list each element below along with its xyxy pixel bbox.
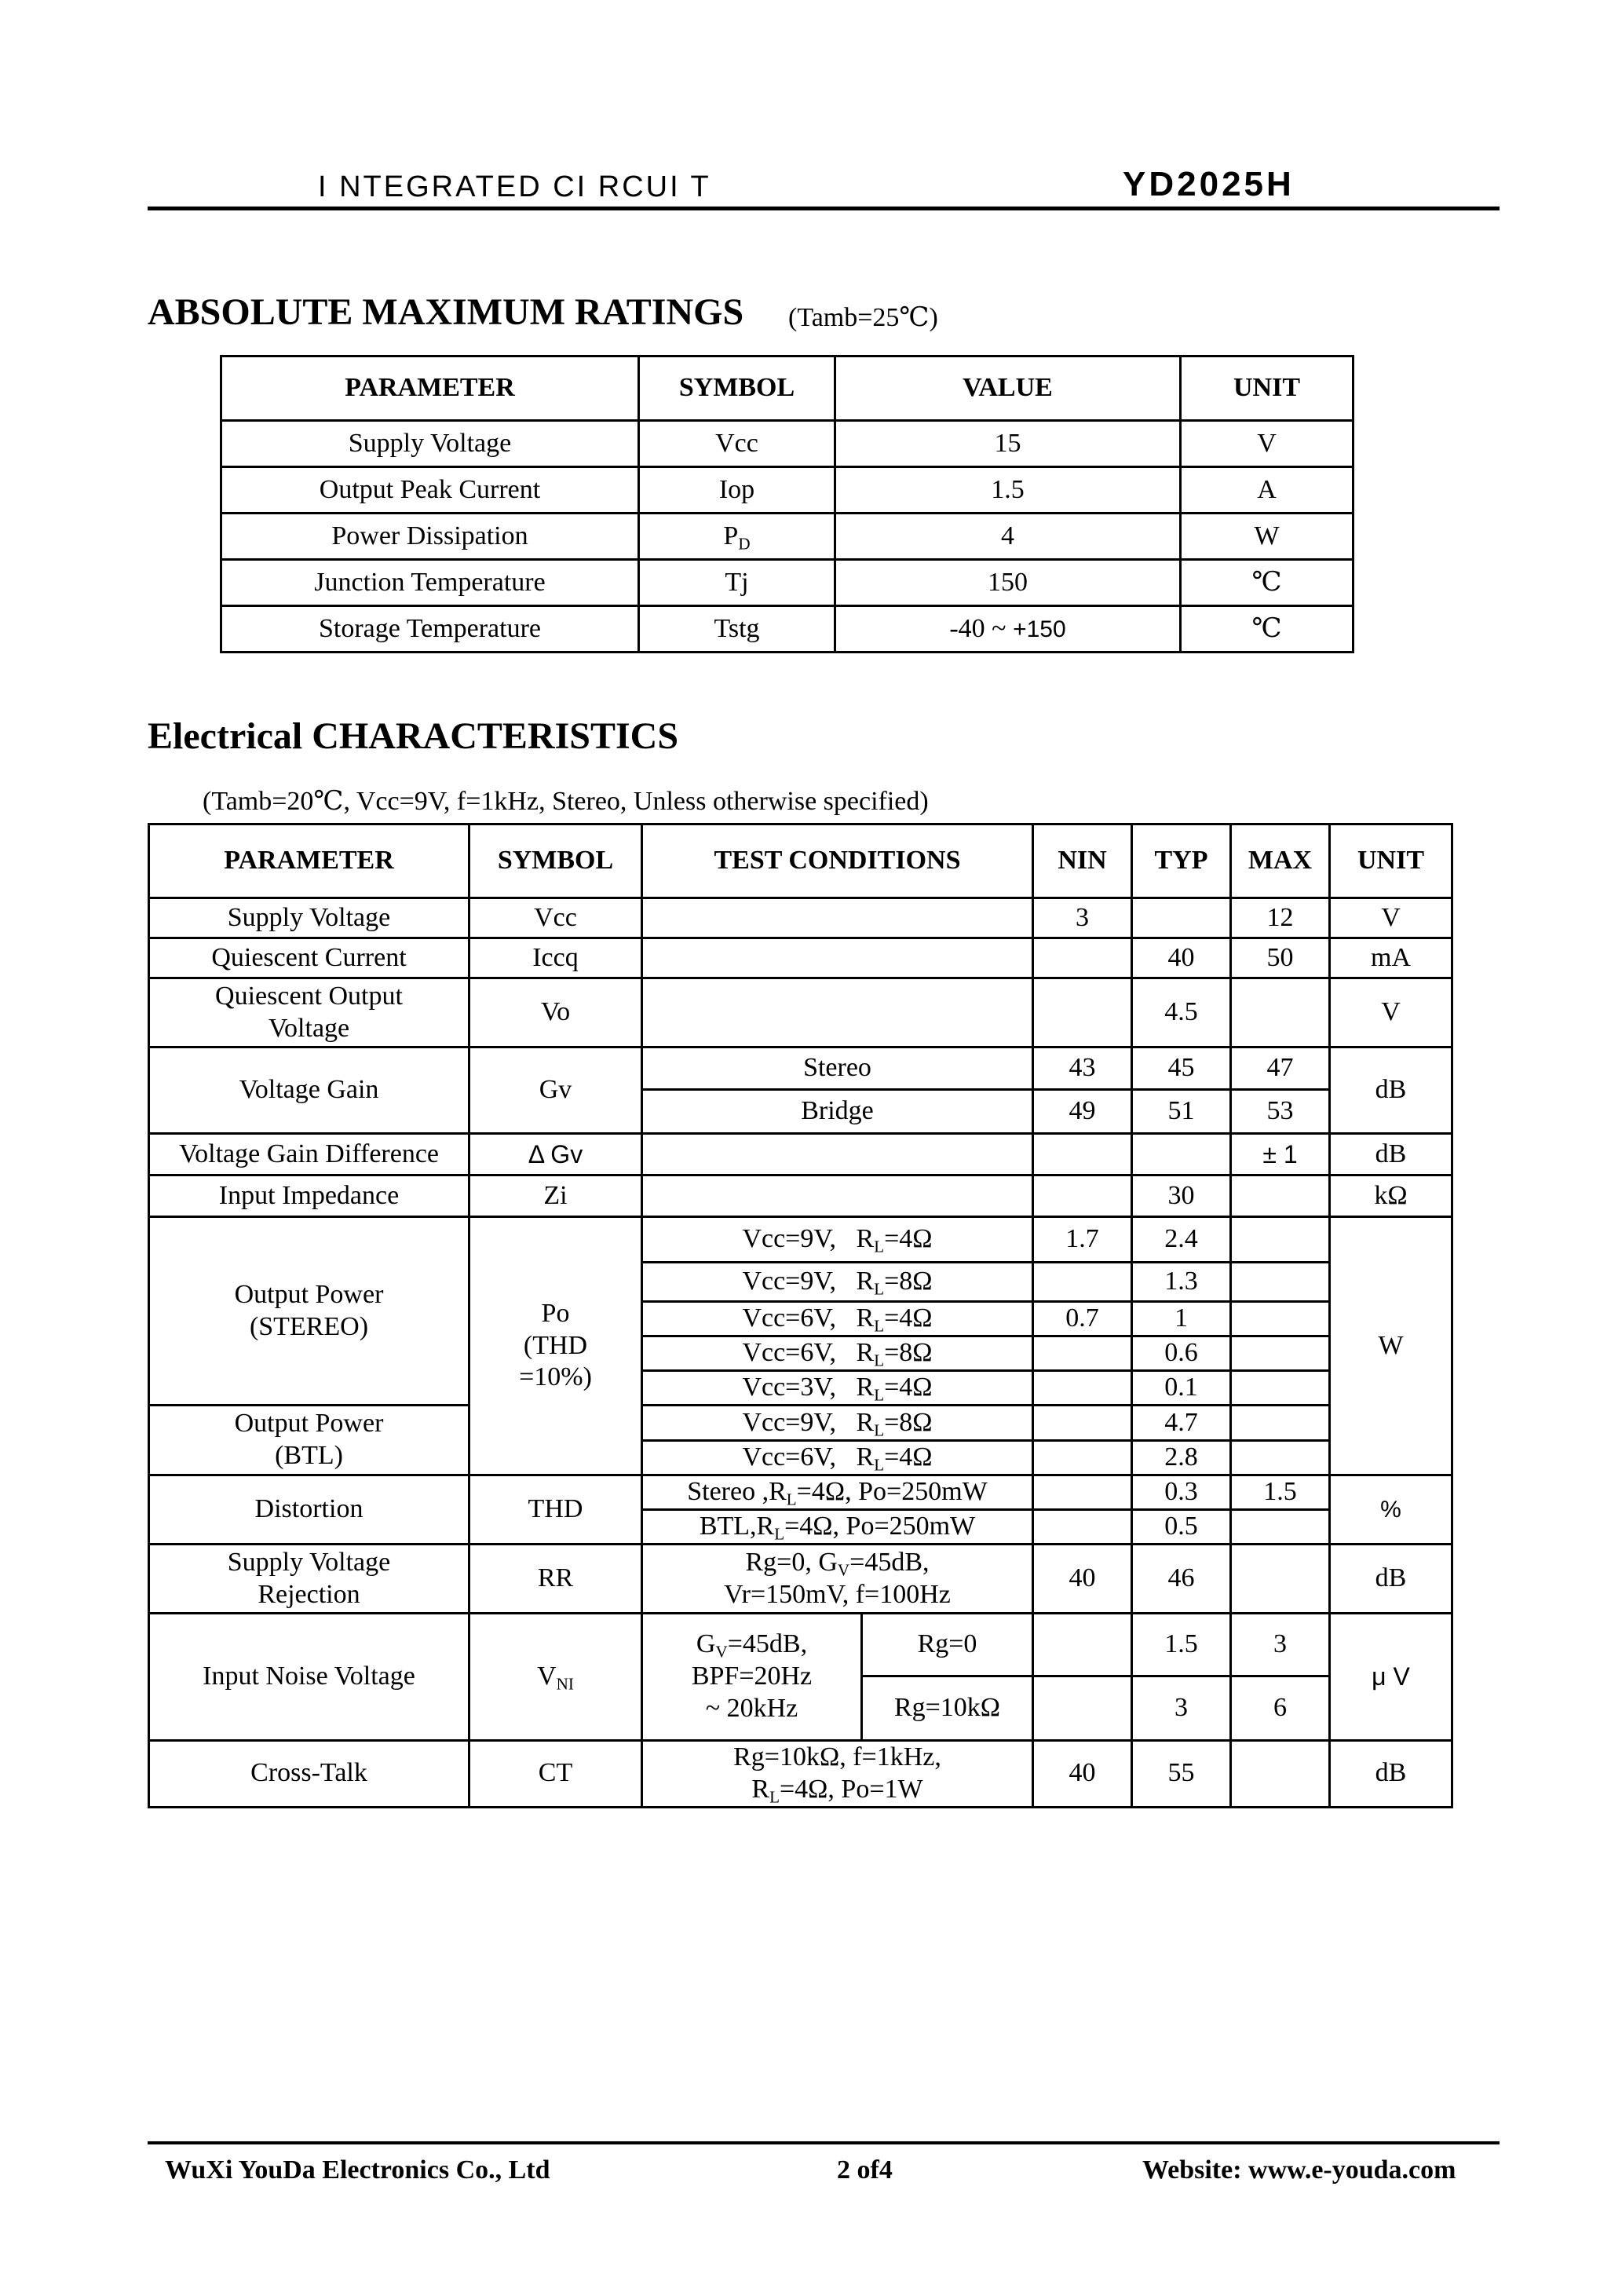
cell-parameter: Quiescent Current [149, 938, 469, 978]
table-row [149, 1614, 1452, 1676]
cell-max: 1.5 [1231, 1475, 1330, 1510]
cond-sub: L [874, 1420, 885, 1439]
col-symbol: SYMBOL [469, 824, 642, 898]
table-row [149, 898, 1452, 938]
cell-min [1033, 1441, 1132, 1475]
cell-min [1033, 1406, 1132, 1441]
cell-rg: Rg=10kΩ [862, 1676, 1033, 1741]
cell-symbol: Tj [639, 560, 835, 606]
footer-website: Website: www.e-youda.com [1142, 2155, 1456, 2184]
cond-a: G [696, 1629, 716, 1659]
cell-max [1231, 1263, 1330, 1302]
header-title: I NTEGRATED CI RCUI T [318, 170, 711, 203]
cell-parameter [149, 1406, 469, 1475]
cond-a: Stereo ,R [687, 1477, 787, 1507]
cell-parameter: Junction Temperature [221, 560, 639, 606]
cell-typ: 1 [1132, 1302, 1231, 1336]
table-header-row [149, 824, 1452, 898]
cell-parameter: Output Peak Current [221, 467, 639, 514]
symbol-sub: D [738, 533, 751, 553]
cell-min [1033, 1134, 1132, 1175]
part-number: YD2025H [1123, 165, 1295, 203]
cell-test [642, 1614, 862, 1741]
symbol-sub: NI [556, 1674, 574, 1694]
cell-typ: 55 [1132, 1741, 1231, 1808]
cond-sub: L [874, 1455, 885, 1475]
cell-test [642, 1217, 1033, 1263]
cell-unit: A [1181, 467, 1353, 514]
cond-line [643, 1774, 1032, 1806]
cell-min: 43 [1033, 1047, 1132, 1090]
cell-min [1033, 1676, 1132, 1741]
cell-test [642, 1406, 1033, 1441]
cell-max [1231, 1406, 1330, 1441]
electrical-table [148, 823, 1453, 1808]
cond-sub: L [874, 1279, 885, 1299]
table-row [149, 1047, 1452, 1090]
cell-min [1033, 1475, 1132, 1510]
col-symbol: SYMBOL [639, 356, 835, 421]
param-line: Rejection [258, 1579, 360, 1609]
cond-sub: L [874, 1351, 885, 1370]
cell-typ: 0.6 [1132, 1336, 1231, 1371]
symbol-main: P [723, 521, 739, 550]
cond-r: R [751, 1774, 770, 1804]
cell-typ: 45 [1132, 1047, 1231, 1090]
cell-test [642, 1441, 1033, 1475]
cell-min [1033, 1175, 1132, 1217]
cell-typ: 30 [1132, 1175, 1231, 1217]
cell-max: 6 [1231, 1676, 1330, 1741]
cond-b: =4Ω, Po=250mW [784, 1512, 976, 1541]
table-row [221, 467, 1353, 514]
cell-value [835, 606, 1181, 653]
cond-rval: =8Ω [884, 1338, 933, 1368]
cond-line [643, 1547, 1032, 1579]
cell-value: 1.5 [835, 467, 1181, 514]
cell-unit: μ V [1330, 1614, 1452, 1741]
cell-test: Bridge [642, 1090, 1033, 1134]
cell-test [642, 1263, 1033, 1302]
cell-min: 40 [1033, 1545, 1132, 1614]
cell-parameter: Supply Voltage [221, 421, 639, 467]
abs-max-condition: (Tamb=25℃) [788, 303, 938, 332]
cell-test [642, 1475, 1033, 1510]
cell-min: 0.7 [1033, 1302, 1132, 1336]
col-unit: UNIT [1181, 356, 1353, 421]
col-test-conditions: TEST CONDITIONS [642, 824, 1033, 898]
cond-line [643, 1629, 860, 1661]
cell-min: 3 [1033, 898, 1132, 938]
param-line: Quiescent Output [215, 981, 403, 1011]
table-row [149, 1217, 1452, 1263]
cell-typ: 4.5 [1132, 978, 1231, 1047]
cell-symbol: Iop [639, 467, 835, 514]
cell-parameter: Voltage Gain [149, 1047, 469, 1134]
table-row [149, 978, 1452, 1047]
table-row [221, 560, 1353, 606]
footer-company: WuXi YouDa Electronics Co., Ltd [165, 2155, 550, 2184]
cell-min [1033, 1371, 1132, 1406]
cond-vcc: Vcc=3V, [742, 1373, 837, 1402]
cell-symbol: Vo [469, 978, 642, 1047]
cond-rval: =4Ω [884, 1303, 933, 1333]
cond-sub: V [715, 1642, 728, 1662]
cell-typ: 2.8 [1132, 1441, 1231, 1475]
param-line: Output Power [234, 1409, 384, 1439]
cell-value: 150 [835, 560, 1181, 606]
cell-max [1231, 1741, 1330, 1808]
cell-max: 47 [1231, 1047, 1330, 1090]
cell-max: 12 [1231, 898, 1330, 938]
cond-r: R [856, 1303, 875, 1333]
cond-sub: L [874, 1237, 885, 1256]
footer-rule [148, 2141, 1500, 2144]
cell-min [1033, 1263, 1132, 1302]
cell-rg: Rg=0 [862, 1614, 1033, 1676]
cell-test [642, 978, 1033, 1047]
param-line: Voltage [268, 1013, 350, 1043]
table-row [149, 938, 1452, 978]
cell-typ: 3 [1132, 1676, 1231, 1741]
cell-parameter: Voltage Gain Difference [149, 1134, 469, 1175]
cell-test: Stereo [642, 1047, 1033, 1090]
cond-b: =45dB, [727, 1629, 808, 1659]
cell-symbol: RR [469, 1545, 642, 1614]
cell-symbol [469, 1217, 642, 1475]
table-row [221, 606, 1353, 653]
cond-rval: =8Ω [884, 1407, 933, 1437]
cond-r: R [856, 1373, 875, 1402]
param-line: Supply Voltage [227, 1547, 391, 1577]
cond-vcc: Vcc=9V, [742, 1407, 837, 1437]
cell-symbol: THD [469, 1475, 642, 1545]
table-row [149, 1134, 1452, 1175]
cell-typ: 1.3 [1132, 1263, 1231, 1302]
cell-unit: % [1330, 1475, 1452, 1545]
cond-a: BTL,R [699, 1512, 775, 1541]
cell-typ: 51 [1132, 1090, 1231, 1134]
footer-page-number: 2 of4 [837, 2155, 893, 2184]
cell-parameter: Input Impedance [149, 1175, 469, 1217]
cond-vcc: Vcc=9V, [742, 1267, 837, 1296]
col-parameter: PARAMETER [221, 356, 639, 421]
cond-b: =4Ω, Po=1W [779, 1774, 923, 1804]
cond-r: R [856, 1338, 875, 1368]
col-max: MAX [1231, 824, 1330, 898]
cell-symbol [639, 514, 835, 560]
cell-unit: ℃ [1181, 560, 1353, 606]
cell-max [1231, 1175, 1330, 1217]
cond-r: R [856, 1224, 875, 1254]
cell-unit: ℃ [1181, 606, 1353, 653]
cell-value: 4 [835, 514, 1181, 560]
cell-unit: V [1330, 978, 1452, 1047]
symbol-main: V [537, 1662, 557, 1691]
symbol-line: (THD [523, 1330, 588, 1360]
param-line: (BTL) [275, 1441, 343, 1470]
cell-typ: 1.5 [1132, 1614, 1231, 1676]
cell-test [642, 1336, 1033, 1371]
value-min: -40 ~ [949, 613, 1014, 643]
cond-sub: L [774, 1524, 785, 1544]
cell-max [1231, 1336, 1330, 1371]
table-row [221, 421, 1353, 467]
cell-parameter: Cross-Talk [149, 1741, 469, 1808]
cell-unit: W [1330, 1217, 1452, 1475]
abs-max-table [220, 355, 1354, 653]
cond-vcc: Vcc=6V, [742, 1338, 837, 1368]
cell-typ: 2.4 [1132, 1217, 1231, 1263]
cell-unit: dB [1330, 1047, 1452, 1134]
cell-unit: dB [1330, 1741, 1452, 1808]
symbol-line: Po [541, 1298, 570, 1328]
param-line: (STEREO) [249, 1311, 369, 1341]
cell-unit: kΩ [1330, 1175, 1452, 1217]
cond-sub: V [837, 1560, 850, 1580]
col-min: NIN [1033, 824, 1132, 898]
header-rule [148, 207, 1500, 210]
cell-typ: 0.1 [1132, 1371, 1231, 1406]
cell-typ: 0.3 [1132, 1475, 1231, 1510]
cell-test [642, 1371, 1033, 1406]
table-row [221, 514, 1353, 560]
cell-min: 40 [1033, 1741, 1132, 1808]
cell-typ: 40 [1132, 938, 1231, 978]
cond-sub: L [874, 1316, 885, 1336]
col-unit: UNIT [1330, 824, 1452, 898]
symbol-line: =10%) [519, 1362, 592, 1392]
cell-min: 49 [1033, 1090, 1132, 1134]
cell-symbol: Zi [469, 1175, 642, 1217]
cell-test [642, 1134, 1033, 1175]
cell-symbol: Vcc [639, 421, 835, 467]
cell-max [1231, 1217, 1330, 1263]
cell-parameter: Distortion [149, 1475, 469, 1545]
table-row [149, 1406, 1452, 1441]
cell-min [1033, 1614, 1132, 1676]
cell-unit: V [1330, 898, 1452, 938]
cond-rval: =8Ω [884, 1267, 933, 1296]
cell-typ: 46 [1132, 1545, 1231, 1614]
cond-a: Rg=0, G [745, 1547, 838, 1577]
cell-typ: 0.5 [1132, 1510, 1231, 1545]
cond-r: R [856, 1407, 875, 1437]
cell-parameter: Supply Voltage [149, 898, 469, 938]
table-row [149, 1175, 1452, 1217]
cell-parameter: Storage Temperature [221, 606, 639, 653]
col-parameter: PARAMETER [149, 824, 469, 898]
cell-max [1231, 978, 1330, 1047]
section-title-abs-max: ABSOLUTE MAXIMUM RATINGS [148, 291, 744, 333]
cell-symbol: CT [469, 1741, 642, 1808]
cell-parameter [149, 978, 469, 1047]
section-title-electrical: Electrical CHARACTERISTICS [148, 715, 679, 757]
cell-unit: V [1181, 421, 1353, 467]
cell-max: 3 [1231, 1614, 1330, 1676]
cond-b: =4Ω, Po=250mW [796, 1477, 988, 1507]
cell-test [642, 1302, 1033, 1336]
table-row [149, 1545, 1452, 1614]
cond-line: ~ 20kHz [705, 1693, 798, 1723]
value-max: +150 [1013, 616, 1066, 642]
cell-symbol: Iccq [469, 938, 642, 978]
cell-min [1033, 1510, 1132, 1545]
cell-test [642, 1175, 1033, 1217]
cell-value: 15 [835, 421, 1181, 467]
cell-symbol: Tstg [639, 606, 835, 653]
cell-symbol: Vcc [469, 898, 642, 938]
cell-unit: dB [1330, 1545, 1452, 1614]
table-row [149, 1475, 1452, 1510]
cell-symbol: Δ Gv [469, 1134, 642, 1175]
cond-rval: =4Ω [884, 1442, 933, 1472]
cell-unit: W [1181, 514, 1353, 560]
cond-sub: L [874, 1385, 885, 1405]
cell-max: 53 [1231, 1090, 1330, 1134]
cell-test [642, 1510, 1033, 1545]
cond-vcc: Vcc=6V, [742, 1442, 837, 1472]
cell-parameter [149, 1545, 469, 1614]
cell-symbol: Gv [469, 1047, 642, 1134]
cell-parameter [149, 1217, 469, 1406]
cond-b: =45dB, [849, 1547, 930, 1577]
cell-max: 50 [1231, 938, 1330, 978]
cell-max: ± 1 [1231, 1134, 1330, 1175]
cell-min [1033, 938, 1132, 978]
cell-min [1033, 1336, 1132, 1371]
col-value: VALUE [835, 356, 1181, 421]
cell-unit: mA [1330, 938, 1452, 978]
cell-typ [1132, 1134, 1231, 1175]
cell-test [642, 938, 1033, 978]
cond-vcc: Vcc=9V, [742, 1224, 837, 1254]
cell-typ [1132, 898, 1231, 938]
cell-symbol [469, 1614, 642, 1741]
cell-max [1231, 1510, 1330, 1545]
cell-test [642, 898, 1033, 938]
cond-vcc: Vcc=6V, [742, 1303, 837, 1333]
cell-parameter: Power Dissipation [221, 514, 639, 560]
cond-rval: =4Ω [884, 1373, 933, 1402]
cell-max [1231, 1302, 1330, 1336]
cell-min: 1.7 [1033, 1217, 1132, 1263]
cell-max [1231, 1371, 1330, 1406]
cell-max [1231, 1545, 1330, 1614]
table-header-row [221, 356, 1353, 421]
cell-unit: dB [1330, 1134, 1452, 1175]
param-line: Output Power [234, 1279, 384, 1309]
col-typ: TYP [1132, 824, 1231, 898]
cell-min [1033, 978, 1132, 1047]
cell-typ: 4.7 [1132, 1406, 1231, 1441]
electrical-condition: (Tamb=20℃, Vcc=9V, f=1kHz, Stereo, Unless otherwise specified) [203, 787, 929, 816]
cell-parameter: Input Noise Voltage [149, 1614, 469, 1741]
cond-line: BPF=20Hz [691, 1662, 813, 1691]
cell-test [642, 1741, 1033, 1808]
table-row [149, 1741, 1452, 1808]
cond-line: Rg=10kΩ, f=1kHz, [733, 1742, 941, 1771]
cond-r: R [856, 1442, 875, 1472]
cell-test [642, 1545, 1033, 1614]
cell-max [1231, 1441, 1330, 1475]
cond-line: Vr=150mV, f=100Hz [724, 1579, 951, 1609]
cond-sub: L [786, 1490, 797, 1509]
cond-sub: L [769, 1787, 780, 1807]
cond-rval: =4Ω [884, 1224, 933, 1254]
cond-r: R [856, 1267, 875, 1296]
